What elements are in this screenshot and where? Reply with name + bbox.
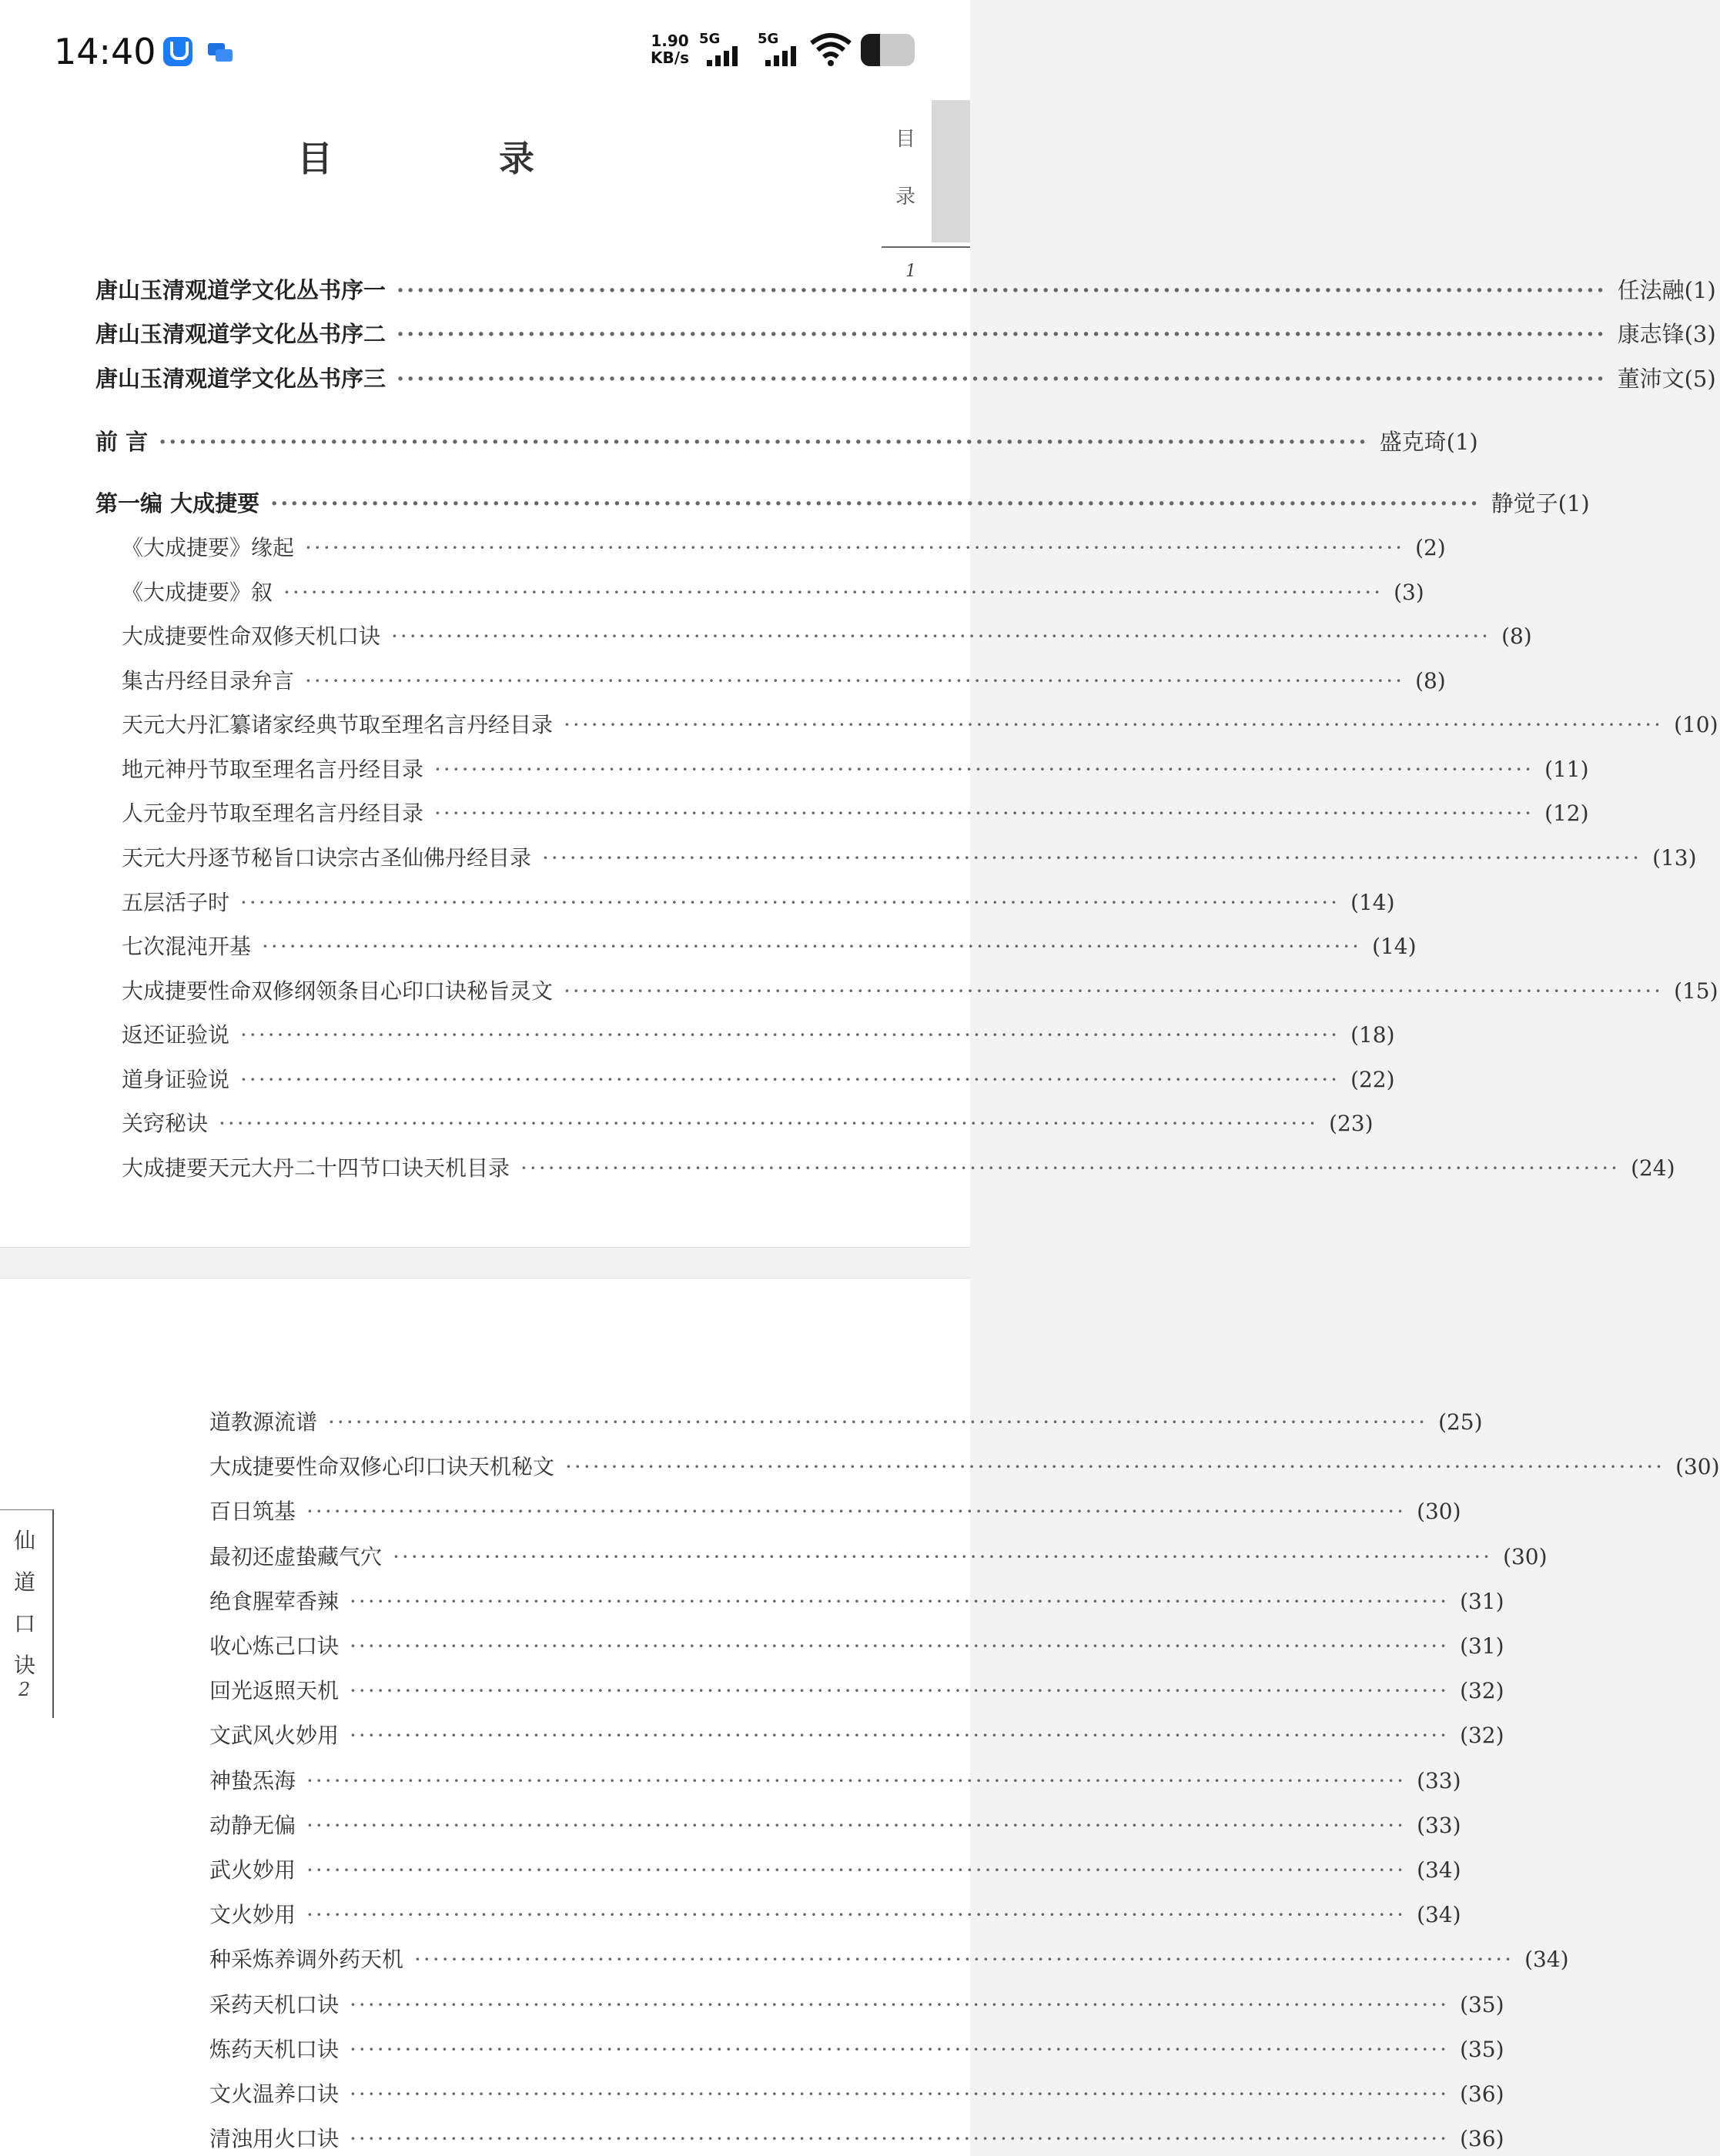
signal-icon: 5G xyxy=(699,31,745,68)
dot-leader: ························································································································ xyxy=(520,1155,1621,1181)
toc-entry-title: 清浊用火口诀 xyxy=(209,2126,340,2152)
page-number: 2 xyxy=(18,1679,31,1700)
toc-entry[interactable] xyxy=(95,425,1478,456)
toc-entry[interactable] xyxy=(122,1063,1395,1094)
toc-entry[interactable] xyxy=(95,317,1716,349)
dot-leader: ························································································································ xyxy=(564,978,1664,1004)
dot-leader: ························································································································ xyxy=(350,1678,1450,1704)
dot-leader: ························································································································ xyxy=(306,1767,1407,1793)
toc-entry[interactable] xyxy=(209,1630,1504,1660)
toc-entry-title: 第一编 大成捷要 xyxy=(95,490,260,516)
toc-page-1[interactable] xyxy=(0,100,1718,1248)
toc-entry[interactable] xyxy=(122,576,1424,607)
toc-entry-title: 文武风火妙用 xyxy=(209,1723,340,1749)
dot-leader: ························································································································ xyxy=(350,2036,1450,2062)
toc-entry-page: 静觉子(1) xyxy=(1491,490,1590,516)
toc-entry-page: (34) xyxy=(1417,1902,1461,1928)
toc-entry-title: 唐山玉清观道学文化丛书序一 xyxy=(95,277,386,303)
side-tab-char: 目 xyxy=(895,128,916,151)
toc-entry-title: 种采炼养调外药天机 xyxy=(209,1947,404,1973)
toc-entry-page: (36) xyxy=(1460,2126,1504,2152)
toc-entry[interactable] xyxy=(95,362,1716,393)
dot-leader: ························································································································ xyxy=(393,1543,1493,1569)
side-tab-char: 诀 xyxy=(14,1653,36,1678)
toc-entry[interactable] xyxy=(209,1495,1461,1526)
toc-entry-page: (25) xyxy=(1438,1409,1483,1435)
toc-entry-title: 七次混沌开基 xyxy=(122,934,252,959)
toc-entry-title: 百日筑基 xyxy=(209,1499,296,1525)
toc-entry-title: 唐山玉清观道学文化丛书序二 xyxy=(95,321,386,347)
toc-entry-page: (34) xyxy=(1417,1857,1461,1883)
toc-entry[interactable] xyxy=(122,1107,1374,1138)
dot-leader: ························································································································ xyxy=(350,1723,1450,1749)
dot-leader: ························································································································ xyxy=(328,1409,1428,1435)
toc-entry-page: (32) xyxy=(1460,1723,1504,1749)
toc-entry-title: 前 言 xyxy=(95,429,149,455)
toc-entry-page: (35) xyxy=(1460,2036,1504,2062)
toc-entry[interactable] xyxy=(209,1585,1504,1616)
toc-entry-page: (23) xyxy=(1329,1111,1374,1136)
toc-entry[interactable] xyxy=(209,1809,1461,1840)
toc-entry[interactable] xyxy=(209,1943,1569,1974)
side-tab-char: 道 xyxy=(14,1569,36,1595)
toc-entry-title: 收心炼己口诀 xyxy=(209,1633,340,1659)
toc-entry-page: 康志锋(3) xyxy=(1617,321,1716,347)
page-number: 1 xyxy=(905,262,916,281)
toc-entry-title: 《大成捷要》叙 xyxy=(122,580,273,605)
toc-entry[interactable] xyxy=(209,1898,1461,1929)
toc-entry-title: 文火妙用 xyxy=(209,1902,296,1928)
toc-entry-page: (12) xyxy=(1544,801,1589,826)
dot-leader: ························································································································ xyxy=(262,934,1362,959)
toc-entry-title: 最初还虚蛰藏气穴 xyxy=(209,1543,383,1569)
toc-entry-page: (11) xyxy=(1544,757,1589,782)
toc-entry-title: 动静无偏 xyxy=(209,1812,296,1838)
toc-entry-page: (15) xyxy=(1674,978,1718,1004)
app-u-icon xyxy=(163,37,192,66)
toc-entry-page: (30) xyxy=(1675,1454,1720,1480)
dot-leader: ························································································································ xyxy=(283,580,1384,605)
toc-entry-title: 绝食腥荤香辣 xyxy=(209,1588,340,1614)
toc-entry-title: 集古丹经目录弁言 xyxy=(122,668,295,694)
signal-icon: 5G xyxy=(758,31,804,68)
toc-entry-page: (18) xyxy=(1350,1022,1395,1048)
toc-entry-title: 《大成捷要》缘起 xyxy=(122,535,295,560)
toc-entry-page: (2) xyxy=(1415,535,1446,560)
toc-entry[interactable] xyxy=(122,531,1446,562)
toc-entry-page: (13) xyxy=(1652,845,1697,871)
toc-entry-title: 回光返照天机 xyxy=(209,1678,340,1704)
toc-entry-page: (31) xyxy=(1460,1588,1504,1614)
toc-entry-title: 大成捷要性命双修纲领条目心印口诀秘旨灵文 xyxy=(122,978,554,1004)
toc-entry[interactable] xyxy=(122,930,1417,961)
toc-entry[interactable] xyxy=(122,1018,1395,1049)
toc-entry[interactable] xyxy=(209,2033,1504,2064)
side-tab-char: 口 xyxy=(14,1611,36,1636)
dot-leader: ························································································································ xyxy=(159,429,1369,455)
toc-entry-title: 大成捷要天元大丹二十四节口诀天机目录 xyxy=(122,1155,510,1181)
side-tab xyxy=(882,100,970,248)
toc-entry-page: (3) xyxy=(1394,580,1424,605)
toc-entry-title: 神蛰炁海 xyxy=(209,1767,296,1793)
dot-leader: ························································································································ xyxy=(306,1857,1407,1883)
toc-entry-page: (35) xyxy=(1460,1991,1504,2017)
dot-leader: ························································································································ xyxy=(397,366,1607,392)
dot-leader: ························································································································ xyxy=(306,1812,1407,1838)
dot-leader: ························································································································ xyxy=(565,1454,1665,1480)
dot-leader: ························································································································ xyxy=(350,2126,1450,2152)
toc-entry-title: 道身证验说 xyxy=(122,1067,230,1092)
dot-leader: ························································································································ xyxy=(240,890,1340,915)
dot-leader: ························································································································ xyxy=(391,623,1491,649)
toc-entry-page: (36) xyxy=(1460,2081,1504,2107)
toc-entry-page: 任法融(1) xyxy=(1617,277,1716,303)
toc-entry-page: (30) xyxy=(1417,1499,1461,1525)
toc-entry-page: (32) xyxy=(1460,1678,1504,1704)
toc-entry-page: (14) xyxy=(1350,890,1395,915)
toc-entry-page: (8) xyxy=(1501,623,1532,649)
dot-leader: ························································································································ xyxy=(240,1022,1340,1048)
dot-leader: ························································································································ xyxy=(414,1947,1514,1973)
toc-entry-title: 五层活子时 xyxy=(122,890,230,915)
side-tab-char: 录 xyxy=(895,186,916,209)
status-bar xyxy=(0,0,970,100)
toc-entry[interactable] xyxy=(95,273,1716,305)
page-title: 目 录 xyxy=(296,138,611,179)
dot-leader: ························································································································ xyxy=(270,490,1481,516)
dot-leader: ························································································································ xyxy=(350,1588,1450,1614)
toc-entry-title: 天元大丹汇纂诸家经典节取至理名言丹经目录 xyxy=(122,712,554,737)
dot-leader: ························································································································ xyxy=(434,801,1534,826)
toc-entry-title: 唐山玉清观道学文化丛书序三 xyxy=(95,366,386,392)
dot-leader: ························································································································ xyxy=(306,1902,1407,1928)
toc-entry-title: 天元大丹逐节秘旨口诀宗古圣仙佛丹经目录 xyxy=(122,845,532,871)
toc-entry-title: 返还证验说 xyxy=(122,1022,230,1048)
toc-entry-title: 文火温养口诀 xyxy=(209,2081,340,2107)
toc-entry-title: 炼药天机口诀 xyxy=(209,2036,340,2062)
toc-entry-page: 盛克琦(1) xyxy=(1379,429,1478,455)
toc-page-2[interactable] xyxy=(0,1278,1720,2156)
clock: 14:40 xyxy=(54,31,156,72)
toc-entry[interactable] xyxy=(122,974,1718,1005)
network-speed: 1.90 KB/s xyxy=(651,32,689,67)
toc-entry-title: 关窍秘诀 xyxy=(122,1111,209,1136)
dot-leader: ························································································································ xyxy=(397,321,1607,347)
dot-leader: ························································································································ xyxy=(542,845,1642,871)
chat-app-icon xyxy=(206,40,234,65)
dot-leader: ························································································································ xyxy=(564,712,1664,737)
dot-leader: ························································································································ xyxy=(240,1067,1340,1092)
toc-entry-page: (34) xyxy=(1524,1947,1569,1973)
toc-entry-page: (8) xyxy=(1415,668,1446,694)
dot-leader: ························································································································ xyxy=(219,1111,1319,1136)
dot-leader: ························································································································ xyxy=(434,757,1534,782)
toc-entry[interactable] xyxy=(209,1540,1548,1571)
toc-entry[interactable] xyxy=(122,886,1395,917)
toc-entry-title: 地元神丹节取至理名言丹经目录 xyxy=(122,757,424,782)
toc-entry[interactable] xyxy=(209,1988,1504,2019)
toc-entry[interactable] xyxy=(122,620,1532,650)
toc-entry-page: (30) xyxy=(1503,1543,1548,1569)
toc-entry-page: (31) xyxy=(1460,1633,1504,1659)
dot-leader: ························································································································ xyxy=(350,2081,1450,2107)
dot-leader: ························································································································ xyxy=(397,277,1607,303)
toc-entry-page: (33) xyxy=(1417,1812,1461,1838)
toc-entry[interactable] xyxy=(209,1450,1720,1481)
toc-entry-title: 道教源流谱 xyxy=(209,1409,318,1435)
toc-entry-page: (33) xyxy=(1417,1767,1461,1793)
toc-entry[interactable] xyxy=(209,2122,1504,2153)
dot-leader: ························································································································ xyxy=(350,1991,1450,2017)
side-tab-char: 仙 xyxy=(14,1528,36,1553)
toc-entry-page: (10) xyxy=(1674,712,1718,737)
toc-entry[interactable] xyxy=(209,1853,1461,1884)
toc-entry-title: 大成捷要性命双修心印口诀天机秘文 xyxy=(209,1454,555,1480)
toc-entry-page: (24) xyxy=(1631,1155,1675,1181)
toc-entry[interactable] xyxy=(122,841,1697,872)
toc-entry-title: 武火妙用 xyxy=(209,1857,296,1883)
toc-entry[interactable] xyxy=(122,708,1718,739)
dot-leader: ························································································································ xyxy=(305,535,1405,560)
toc-entry-page: (22) xyxy=(1350,1067,1395,1092)
dot-leader: ························································································································ xyxy=(350,1633,1450,1659)
wifi-icon xyxy=(810,32,852,66)
toc-entry[interactable] xyxy=(209,1764,1461,1795)
dot-leader: ························································································································ xyxy=(305,668,1405,694)
battery-icon xyxy=(861,34,915,66)
toc-entry-title: 大成捷要性命双修天机口诀 xyxy=(122,623,381,649)
toc-entry[interactable] xyxy=(209,1406,1483,1436)
toc-entry[interactable] xyxy=(122,753,1589,784)
toc-entry[interactable] xyxy=(95,486,1590,518)
dot-leader: ························································································································ xyxy=(306,1499,1407,1525)
toc-entry-title: 采药天机口诀 xyxy=(209,1991,340,2017)
toc-entry-page: 董沛文(5) xyxy=(1617,366,1716,392)
toc-entry-page: (14) xyxy=(1372,934,1417,959)
toc-entry[interactable] xyxy=(122,664,1446,695)
toc-entry-title: 人元金丹节取至理名言丹经目录 xyxy=(122,801,424,826)
toc-entry[interactable] xyxy=(209,1719,1504,1750)
toc-entry[interactable] xyxy=(209,1674,1504,1705)
toc-entry[interactable] xyxy=(122,797,1589,827)
toc-entry[interactable] xyxy=(122,1152,1675,1182)
toc-entry[interactable] xyxy=(209,2077,1504,2108)
